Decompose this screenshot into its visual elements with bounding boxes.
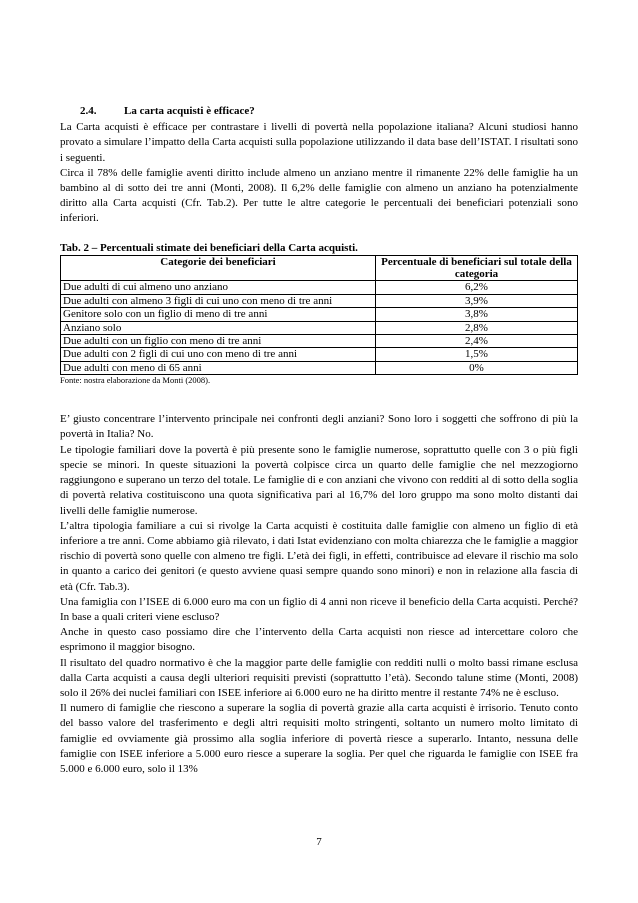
table-header-row [61, 255, 578, 281]
body-paragraph: Una famiglia con l’ISEE di 6.000 euro ma con un figlio di 4 anni non riceve il beneficio della Carta acquisti. Perché? In base a quali criteri viene escluso? [60, 595, 578, 623]
table-row [61, 321, 578, 334]
section-number: 2.4. [80, 105, 97, 117]
beneficiaries-table [60, 255, 578, 376]
table-cell-value: 2,8% [376, 321, 578, 334]
body-paragraph: Anche in questo caso possiamo dire che l’intervento della Carta acquisti non riesce ad intercettare coloro che esprimono il maggior bisogno. [60, 626, 578, 654]
table-row [61, 335, 578, 348]
intro-paragraph: Circa il 78% delle famiglie aventi diritto include almeno un anziano mentre il rimanente 22% delle famiglie ha un bambino al di sotto dei tre anni (Monti, 2008). Il 6,2% delle famiglie con almeno un anziano ha potenzialmente diritto alla Carta acquisti (Cfr. Tab.2). Per tutte le altre categorie le percentuali dei beneficiari potenziali sono inferiori. [60, 166, 578, 225]
table-cell-category: Due adulti con almeno 3 figli di cui uno con meno di tre anni [61, 294, 376, 307]
table-cell-category: Genitore solo con un figlio di meno di tre anni [61, 308, 376, 321]
table-header-category: Categorie dei beneficiari [61, 255, 376, 281]
document-page [60, 104, 578, 777]
table-row [61, 361, 578, 374]
page-number: 7 [316, 836, 322, 848]
section-title-text: La carta acquisti è efficace? [124, 105, 255, 117]
body-paragraph: Le tipologie familiari dove la povertà è più presente sono le famiglie numerose, soprattutto quelle con 3 o più figli specie se minori. In queste situazioni la povertà colpisce circa un quarto delle famiglie che nel mezzogiorno raggiungono e superano un terzo del totale. Le famiglie di e con anziani che vivono con redditi al di sotto della soglia di povertà relativa costituiscono una quota significativa pari al 16,7% del loro gruppo ma sono molto distanti dai livelli delle famiglie numerose. [60, 443, 578, 517]
table-cell-value: 1,5% [376, 348, 578, 361]
body-paragraph: L’altra tipologia familiare a cui si rivolge la Carta acquisti è costituita dalle famiglie con almeno un figlio di età inferiore a tre anni. Come abbiamo già rilevato, i dati Istat evidenziano con molta chiarezza che le famiglie a maggior rischio di povertà sono quelle con almeno tre figli. L’età dei figli, in effetti, contribuisce ad elevare il rischio ma solo in quanto a carico dei genitori (e questo avviene quasi sempre quando sono minori) e non in relazione alla fascia di età (Cfr. Tab.3). [60, 519, 578, 593]
table-cell-category: Due adulti con un figlio con meno di tre anni [61, 335, 376, 348]
table-row [61, 308, 578, 321]
section-title [60, 104, 578, 119]
table-cell-category: Due adulti con 2 figli di cui uno con meno di tre anni [61, 348, 376, 361]
table-cell-value: 0% [376, 361, 578, 374]
table-row [61, 348, 578, 361]
table-row [61, 294, 578, 307]
body-paragraph: E’ giusto concentrare l’intervento principale nei confronti degli anziani? Sono loro i soggetti che soffrono di più la povertà in Italia? No. [60, 413, 578, 441]
table-cell-value: 3,9% [376, 294, 578, 307]
intro-paragraph: La Carta acquisti è efficace per contrastare i livelli di povertà nella popolazione italiana? Alcuni studiosi hanno provato a simulare l’impatto della Carta acquisti sulla popolazione utilizzando il data base dell’ISTAT. I risultati sono i seguenti. [60, 121, 578, 164]
table-row [61, 281, 578, 294]
body-paragraph: Il risultato del quadro normativo è che la maggior parte delle famiglie con redditi nulli o molto bassi rimane esclusa dalla Carta acquisti a causa degli ulteriori requisiti previsti (soprattutto l’età). Secondo talune stime (Monti, 2008) solo il 26% dei nuclei familiari con ISEE inferiore ai 6.000 euro ne ha diritto mentre il restante 74% ne è escluso. [60, 656, 578, 699]
table-source: Fonte: nostra elaborazione da Monti (2008). [60, 375, 211, 386]
table-cell-value: 2,4% [376, 335, 578, 348]
table-cell-value: 6,2% [376, 281, 578, 294]
table-cell-category: Anziano solo [61, 321, 376, 334]
intro-text [60, 120, 578, 226]
table-header-percentage: Percentuale di beneficiari sul totale della categoria [376, 255, 578, 281]
table-cell-category: Due adulti di cui almeno uno anziano [61, 281, 376, 294]
table-title: Tab. 2 – Percentuali stimate dei beneficiari della Carta acquisti. [60, 241, 358, 254]
body-text [60, 412, 578, 777]
body-paragraph: Il numero di famiglie che riescono a superare la soglia di povertà grazie alla carta acquisti è irrisorio. Tenuto conto del basso valore del trasferimento e degli altri requisiti molto stringenti, soltanto un numero molto limitato di famiglie ed ovviamente già prossimo alla soglia inferiore di povertà riesce a superarlo. Intanto, nessuna delle famiglie con ISEE inferiore a 5.000 euro riesce a superare la soglia. Per quel che riguarda le famiglie con ISEE fra 5.000 e 6.000 euro, solo il 13% [60, 702, 578, 775]
table-cell-value: 3,8% [376, 308, 578, 321]
table-cell-category: Due adulti con meno di 65 anni [61, 361, 376, 374]
